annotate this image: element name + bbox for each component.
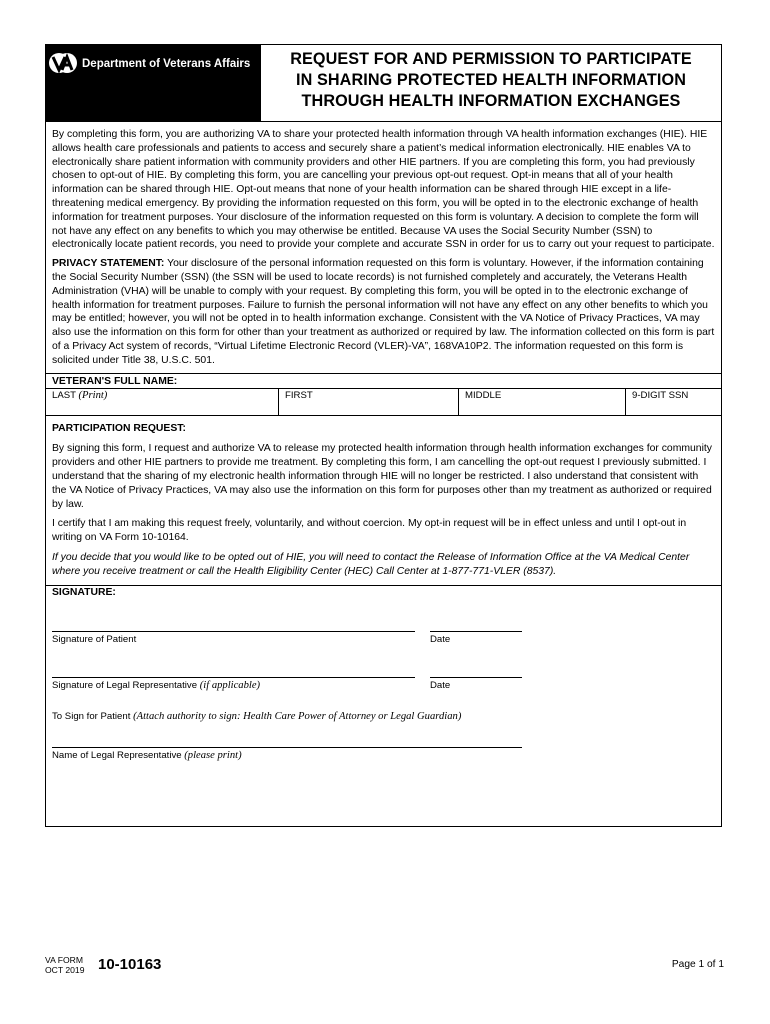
footer-form-id bbox=[45, 955, 85, 975]
form-header bbox=[46, 45, 721, 122]
intro-paragraph: By completing this form, you are authorizing VA to share your protected health information through VA health information exchanges (HIE). HIE allows health care professionals and patients to access and securely share a patient’s medical information electronically. HIE enables VA to electronically share patient information with community providers and other HIE partners. If you are completing this form, you had previously chosen to opt-out of HIE. By completing this form, you are cancelling your previous opt-out request. Opt-in means that all of your health information can be shared through HIE. Opt-out means that none of your health information can be shared through HIE except in a life-threatening medical emergency. By providing the information requested on this form, you will be opted in to the electronic exchange of health information for treatment purposes. Your disclosure of the information requested on this form is voluntary. A decision to complete the form will not have any effect on any benefits to which you may otherwise be entitled. Because VA uses the Social Security Number (SSN) to electronically locate patient records, you need to provide your complete and accurate SSN in order for us to carry out your request to participate. bbox=[52, 129, 715, 251]
privacy-label: PRIVACY STATEMENT: bbox=[52, 258, 165, 270]
sign-for-hint: (Attach authority to sign: Health Care Power of Attorney or Legal Guardian) bbox=[133, 710, 462, 722]
veteran-name-section bbox=[46, 373, 721, 415]
rep-date-line[interactable] bbox=[430, 677, 522, 678]
participation-paragraph: By signing this form, I request and authorize VA to release my protected health information through health information exchanges for community providers and other HIE partners to provide me treatment. By completing this form, I am cancelling the opt-out request I previously submitted. I understand that the sharing of my electronic health information through HIE will no longer be restricted. I also understand that consistent with the VA Notice of Privacy Practices, VA may also use the information on this form for purposes other than my treatment as authorized or required by law. bbox=[52, 443, 712, 510]
opt-out-note: If you decide that you would like to be opted out of HIE, you will need to contact the Release of Information Office at the VA Medical Center where you receive treatment or call the Health Eligibility Center (HEC) Call Center at 1-877-771-VLER (8537). bbox=[52, 551, 690, 577]
rep-name-caption bbox=[52, 750, 242, 761]
footer-form-date: OCT 2019 bbox=[45, 965, 85, 975]
privacy-paragraph bbox=[52, 257, 715, 367]
patient-signature-label: Signature of Patient bbox=[52, 633, 137, 645]
certify-paragraph: I certify that I am making this request freely, voluntarily, and without coercion. My opt-in request will be in effect unless and until I opt-out in writing on VA Form 10-10164. bbox=[52, 518, 687, 544]
name-fields-row bbox=[46, 388, 721, 415]
rep-name-line[interactable] bbox=[52, 747, 522, 748]
footer-form-number: 10-10163 bbox=[98, 956, 162, 973]
va-form bbox=[45, 44, 722, 827]
rep-signature-hint: (if applicable) bbox=[199, 679, 261, 691]
sign-for-label: To Sign for Patient bbox=[52, 710, 131, 722]
title-line: THROUGH HEALTH INFORMATION EXCHANGES bbox=[301, 92, 681, 110]
ssn-label: 9-DIGIT SSN bbox=[632, 389, 689, 401]
first-name-field[interactable] bbox=[278, 389, 458, 415]
patient-date-label: Date bbox=[430, 633, 451, 645]
middle-name-field[interactable] bbox=[458, 389, 625, 415]
signature-section bbox=[46, 585, 721, 786]
agency-name: Department of Veterans Affairs bbox=[82, 58, 251, 70]
middle-name-label: MIDDLE bbox=[465, 389, 502, 401]
signature-heading: SIGNATURE: bbox=[52, 586, 116, 598]
privacy-text: Your disclosure of the personal information requested on this form is voluntary. However, if the information containing the Social Security Number (SSN) (the SSN will be used to locate records) is not furnished completely and accurately, the Veterans Health Administration (VHA) will be unable to comply with your request. By completing this form, you will be opted in to the electronic exchange of health information for treatment purposes. Failure to furnish the personal information will not have any effect on any other benefits to which you may be entitled; however, you will not be opted in to health information exchange. Consistent with the VA Notice of Privacy Practices, VA may also use the information on this form for other than your treatment as authorized or required by law. The information collected on this form is part of a Privacy Act system of records, “Virtual Lifetime Electronic Record (VLER)-VA”, 168VA10P2. The information requested on this form is solicited under Title 38, U.S.C. 501. bbox=[52, 258, 715, 366]
last-name-label: LAST bbox=[52, 389, 76, 401]
last-name-hint: (Print) bbox=[78, 389, 108, 401]
patient-date-line[interactable] bbox=[430, 631, 522, 632]
intro-section bbox=[46, 128, 721, 368]
va-seal-icon bbox=[48, 51, 78, 75]
rep-date-label: Date bbox=[430, 679, 451, 691]
rep-signature-caption bbox=[52, 680, 260, 691]
sign-for-caption bbox=[52, 711, 461, 722]
footer-page-number: Page 1 of 1 bbox=[671, 959, 724, 970]
title-line: IN SHARING PROTECTED HEALTH INFORMATION bbox=[296, 71, 686, 89]
rep-name-hint: (please print) bbox=[184, 749, 242, 761]
rep-signature-label: Signature of Legal Representative bbox=[52, 679, 198, 691]
rep-name-label: Name of Legal Representative bbox=[52, 749, 182, 761]
participation-section bbox=[46, 415, 721, 579]
patient-signature-line[interactable] bbox=[52, 631, 415, 632]
footer-form-label: VA FORM bbox=[45, 955, 84, 965]
title-line: REQUEST FOR AND PERMISSION TO PARTICIPATE bbox=[290, 50, 692, 68]
ssn-field[interactable] bbox=[625, 389, 721, 415]
last-name-field[interactable] bbox=[46, 389, 278, 415]
rep-signature-line[interactable] bbox=[52, 677, 415, 678]
first-name-label: FIRST bbox=[285, 389, 313, 401]
form-title bbox=[261, 45, 721, 121]
participation-heading: PARTICIPATION REQUEST: bbox=[52, 422, 186, 434]
agency-block bbox=[46, 45, 261, 121]
veteran-name-heading: VETERAN'S FULL NAME: bbox=[52, 375, 178, 387]
